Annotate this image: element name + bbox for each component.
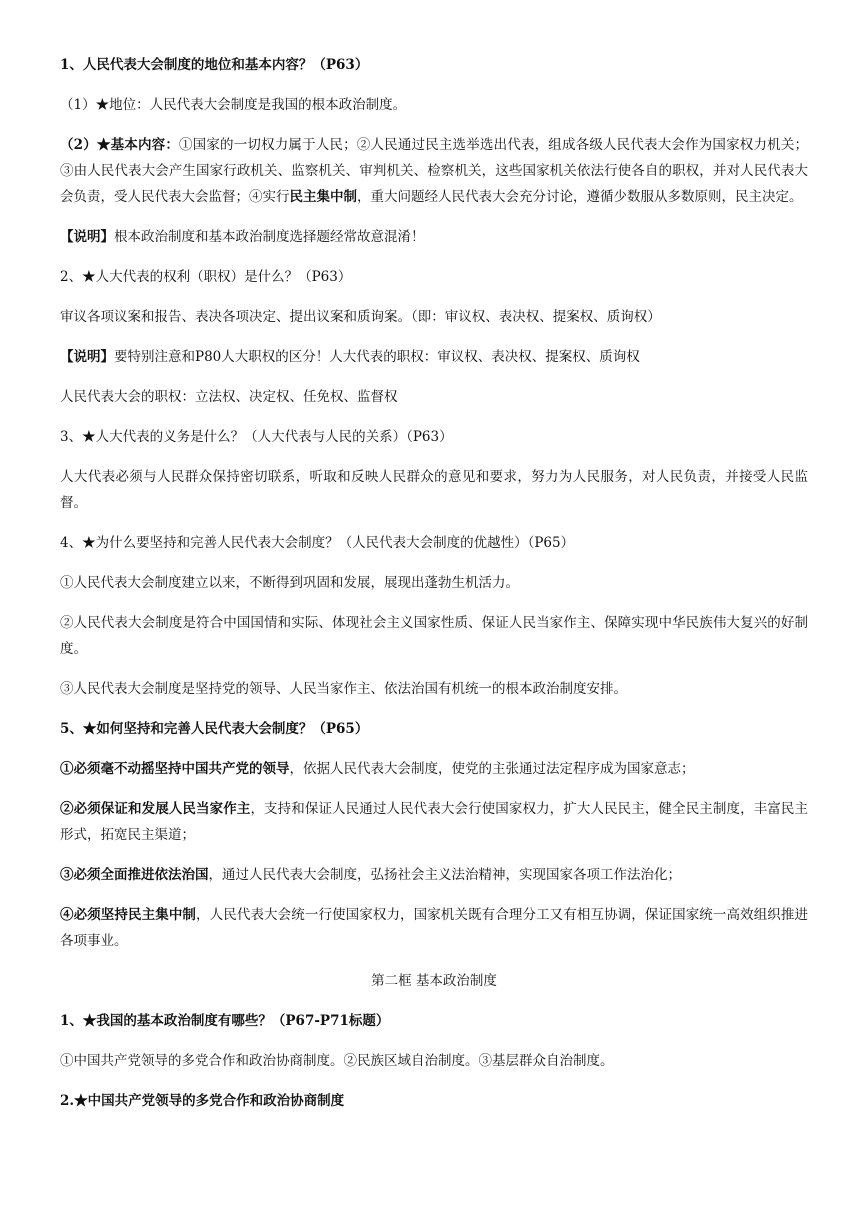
section-2-answer: 审议各项议案和报告、表决各项决定、提出议案和质询案。（即：审议权、表决权、提案权、质询权） [60,309,661,325]
section-5-point-3 [60,862,808,888]
position-text: 人民代表大会制度是我国的根本政治制度。 [149,97,407,113]
point-keyword: ①必须毫不动摇坚持中国共产党的领导 [60,761,290,777]
point-text: ，通过人民代表大会制度，弘扬社会主义法治精神，实现国家各项工作法治化； [208,867,681,883]
document-page [60,52,808,1128]
section-4-point-2: ②人民代表大会制度是符合中国国情和实际、体现社会主义国家性质、保证人民当家作主、保障实现中华民族伟大复兴的好制度。 [60,615,808,657]
section-3-title: 3、★人大代表的义务是什么？（人大代表与人民的关系）（P63） [60,429,453,445]
section-5-point-4 [60,902,808,954]
section-2-note [60,344,808,370]
section-2-npc-powers: 人民代表大会的职权：立法权、决定权、任免权、监督权 [60,389,398,405]
note-label: 【说明】 [60,349,114,365]
note-text: 要特别注意和P80人大职权的区分！人大代表的职权：审议权、表决权、提案权、质询权 [114,349,640,365]
section-5-title: 5、★如何坚持和完善人民代表大会制度？（P65） [60,721,369,737]
point-keyword: ②必须保证和发展人民当家作主 [60,801,251,817]
section-1-position [60,92,808,118]
content-keyword: 民主集中制 [289,189,357,205]
content-label: （2）★基本内容： [60,137,179,153]
content-text-2: ，重大问题经人民代表大会充分讨论，遵循少数服从多数原则，民主决定。 [357,189,803,205]
note-label: 【说明】 [60,229,114,245]
point-keyword: ③必须全面推进依法治国 [60,867,209,883]
note-text: 根本政治制度和基本政治制度选择题经常故意混淆！ [114,229,425,245]
part-2-heading: 第二框 基本政治制度 [371,973,497,989]
point-text: ，依据人民代表大会制度，使党的主张通过法定程序成为国家意志； [289,761,695,777]
section-1-content [60,132,808,210]
section-5-point-2 [60,796,808,848]
part-2-question-1-answer: ①中国共产党领导的多党合作和政治协商制度。②民族区域自治制度。③基层群众自治制度。 [60,1053,614,1069]
point-text: ，人民代表大会统一行使国家权力，国家机关既有合理分工又有相互协调，保证国家统一高效组织推进各项事业。 [60,907,809,949]
position-label: （1）★地位： [60,97,150,113]
part-2-question-1-title: 1、★我国的基本政治制度有哪些？（P67-P71标题） [60,1013,390,1029]
section-4-point-3: ③人民代表大会制度是坚持党的领导、人民当家作主、依法治国有机统一的根本政治制度安排。 [60,681,627,697]
section-4-title: 4、★为什么要坚持和完善人民代表大会制度？（人民代表大会制度的优越性）（P65） [60,535,575,551]
section-3-answer: 人大代表必须与人民群众保持密切联系，听取和反映人民群众的意见和要求，努力为人民服务，对人民负责，并接受人民监督。 [60,469,808,511]
part-2-question-2-title: 2.★中国共产党领导的多党合作和政治协商制度 [60,1093,345,1109]
section-4-point-1: ①人民代表大会制度建立以来，不断得到巩固和发展，展现出蓬勃生机活力。 [60,575,519,591]
section-1-note [60,224,808,250]
point-keyword: ④必须坚持民主集中制 [60,907,197,923]
section-1-title: 1、人民代表大会制度的地位和基本内容？（P63） [60,57,369,73]
content-text-1: ①国家的一切权力属于人民；②人民通过民主选举选出代表，组成各级人民代表大会作为国家权力机关；③由人民代表大会产生国家行政机关、监察机关、审判机关、检察机关，这些国家机关依法行使各自的职权，并对人民代表大会负责，受人民代表大会监督；④实行 [60,137,808,205]
point-text: ，支持和保证人民通过人民代表大会行使国家权力，扩大人民民主，健全民主制度，丰富民主形式，拓宽民主渠道； [60,801,809,843]
section-2-title: 2、★人大代表的权利（职权）是什么？（P63） [60,269,352,285]
section-5-point-1 [60,756,808,782]
